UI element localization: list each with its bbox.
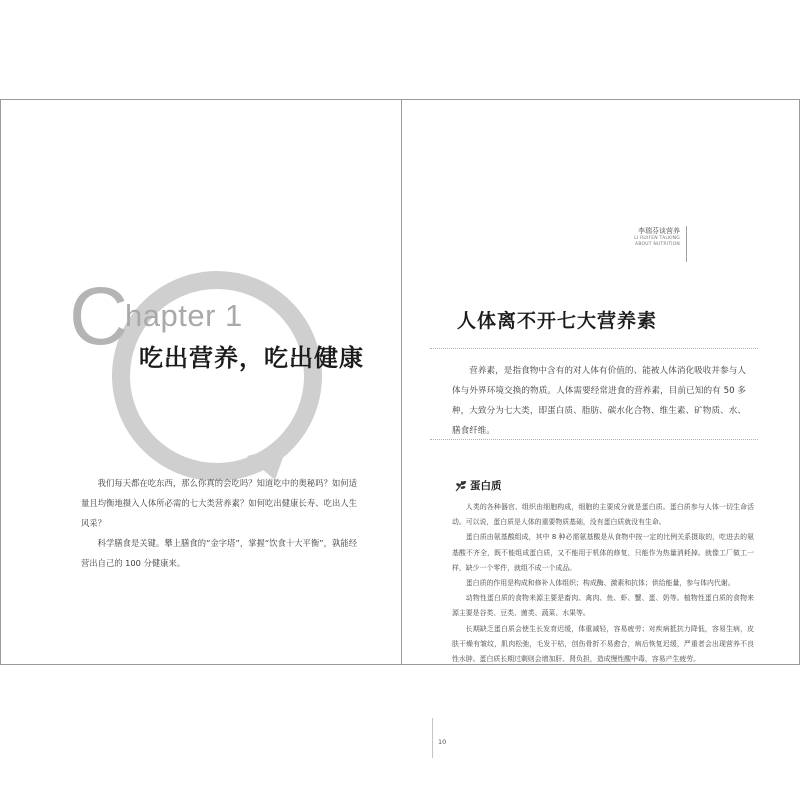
- body-paragraph: 动物性蛋白质的食物来源主要是畜肉、禽肉、鱼、虾、蟹、蛋、奶等。植物性蛋白质的食物来源主要是谷类、豆类、菌类、蔬菜、水果等。: [452, 594, 754, 618]
- book-spread: [0, 99, 800, 746]
- section-title: 人体离不开七大营养素: [457, 310, 658, 332]
- intro-paragraph: 科学膳食是关键。攀上膳食的“金字塔”，掌握“饮食十大平衡”，孰能经营出自己的 100 分健康来。: [81, 538, 357, 568]
- running-head-en-line1: LI RUIFEN TALKING: [634, 236, 680, 241]
- running-head-en-line2: ABOUT NUTRITION: [635, 242, 680, 247]
- page-number: 10: [438, 738, 447, 746]
- chapter-initial: C: [69, 271, 129, 362]
- left-page: [0, 100, 402, 664]
- lead-paragraph: 营养素，是指食物中含有的对人体有价值的、能被人体消化吸收并参与人体与外界环境交换的物质。人体需要经常进食的营养素，目前已知的有 50 多种，大致分为七大类，即蛋白质、脂肪、碳水化合物、维生素、矿物质、水、膳食纤维。: [452, 366, 746, 436]
- body-paragraph: 长期缺乏蛋白质会使生长发育迟缓，体重减轻，容易疲劳；对疾病抵抗力降低，容易生病，皮肤干燥有皱纹，肌肉松弛，毛发干枯，创伤骨折不易愈合，病后恢复迟缓，严重者会出现营养不良性水肿。蛋白质长期过剩则会增加肝、肾负担，造成慢性酸中毒，容易产生疲劳。: [452, 624, 754, 664]
- section-lead: [452, 361, 746, 441]
- subsection-heading: [454, 478, 502, 493]
- running-head: [634, 226, 687, 262]
- intro-paragraph: 我们每天都在吃东西，那么你真的会吃吗？知道吃中的奥秘吗？如何适量且均衡地摄入人体所必需的七大类营养素？如何吃出健康长寿、吃出人生风采？: [81, 478, 357, 528]
- chapter-label: hapter 1: [125, 298, 243, 333]
- dotted-divider: [430, 348, 758, 349]
- speech-bubble-ring-graphic: [97, 258, 337, 498]
- leaf-sprig-icon: [454, 479, 468, 493]
- chapter-title: 吃出营养，吃出健康: [139, 344, 364, 372]
- body-paragraph: 蛋白质由氨基酸组成，其中 8 种必需氨基酸是从食物中按一定的比例关系摄取的，吃进去的氨基酸不齐全，既不能组成蛋白质，又不能用于机体的修复，只能作为热量消耗掉。就像工厂做工一样，缺少一个零件，就组不成一个成品。: [452, 533, 754, 572]
- dotted-divider: [430, 439, 758, 440]
- chapter-intro: [81, 473, 357, 573]
- body-paragraph: 人类的各种器官、组织由细胞构成，细胞的主要成分就是蛋白质。蛋白质参与人体一切生命活动。可以说，蛋白质是人体的重要物质基础，没有蛋白质就没有生命。: [452, 503, 754, 527]
- page-number-rule: [432, 718, 433, 758]
- body-paragraph: 蛋白质的作用是构成和修补人体组织；构成酶、激素和抗体；供给能量，参与体内代谢。: [465, 579, 735, 588]
- subsection-body: [452, 500, 754, 667]
- right-page: [402, 100, 800, 746]
- subsection-title: 蛋白质: [470, 480, 502, 492]
- running-head-title: 李瑞芬谈营养: [638, 227, 680, 235]
